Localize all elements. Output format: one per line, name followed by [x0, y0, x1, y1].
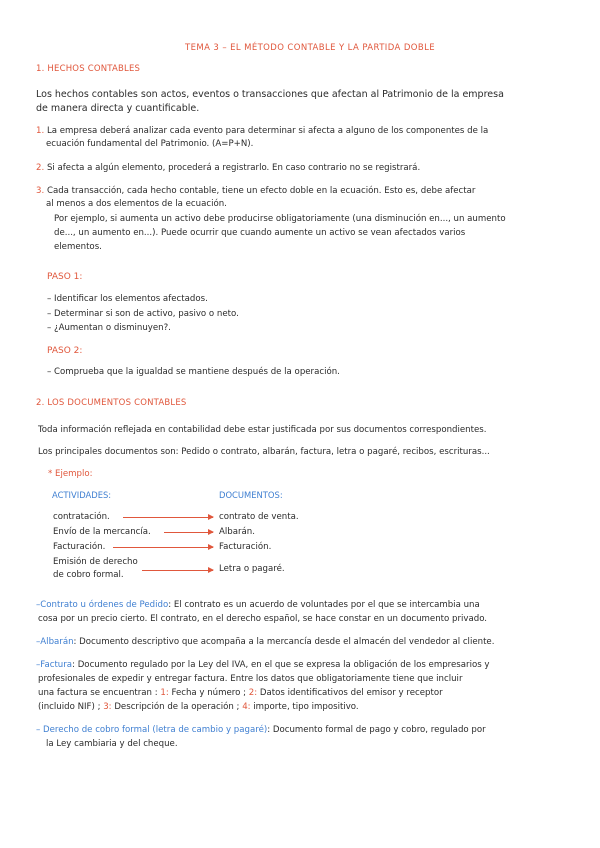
col-activities-header: ACTIVIDADES:: [52, 490, 112, 500]
contrato-term: –Contrato u órdenes de Pedido: [36, 600, 169, 610]
intro-line-2: de manera directa y cuantificable.: [36, 103, 200, 114]
item-1: [36, 126, 488, 136]
document-cell: contrato de venta.: [219, 512, 299, 522]
factura-n1: 1:: [160, 688, 169, 698]
factura-line-4b: Descripción de la operación ;: [114, 702, 240, 712]
factura-line-4c: importe, tipo impositivo.: [253, 702, 359, 712]
contrato-line-2: cosa por un precio cierto. El contrato, en el derecho español, se hace constar en un documento privado.: [38, 614, 488, 624]
contrato-line-1: : El contrato es un acuerdo de voluntades por el que se intercambia una: [168, 600, 480, 610]
derecho-paragraph: [36, 725, 486, 735]
activity-cell: Facturación.: [53, 542, 106, 552]
factura-line-3a: una factura se encuentran :: [38, 688, 158, 698]
activity-cell: Emisión de derecho: [53, 557, 138, 567]
activity-cell: Envío de la mercancía.: [53, 527, 151, 537]
paso-2-item: – Comprueba que la igualdad se mantiene después de la operación.: [47, 367, 340, 377]
albaran-line-1: : Documento descriptivo que acompaña a la mercancía desde el almacén del vendedor al cliente.: [73, 637, 495, 647]
factura-line-2: profesionales de expedir y entregar factura. Entre los datos que obligatoriamente tiene que incluir: [38, 674, 463, 684]
paso-1-item: – Identificar los elementos afectados.: [47, 294, 208, 304]
factura-n3: 3:: [103, 702, 112, 712]
paso-1-item: – ¿Aumentan o disminuyen?.: [47, 323, 171, 333]
derecho-term: – Derecho de cobro formal (letra de cambio y pagaré): [36, 725, 268, 735]
section2-line-2: Los principales documentos son: Pedido o contrato, albarán, factura, letra o pagaré, recibos, escrituras...: [38, 447, 490, 457]
item-3-number: 3.: [36, 186, 45, 196]
factura-line-1: : Documento regulado por la Ley del IVA, en el que se expresa la obligación de los empresarios y: [72, 660, 490, 670]
item-3-line-1: Cada transacción, cada hecho contable, tiene un efecto doble en la ecuación. Esto es, debe afectar: [46, 186, 476, 196]
contrato-paragraph: [36, 600, 480, 610]
arrow-icon: [123, 517, 213, 518]
factura-term: –Factura: [36, 660, 73, 670]
derecho-line-1: : Documento formal de pago y cobro, regulado por: [267, 725, 486, 735]
section-heading-hechos: 1. HECHOS CONTABLES: [36, 64, 141, 74]
item-2-line-1: Si afecta a algún elemento, procederá a registrarlo. En caso contrario no se registrará.: [46, 163, 421, 173]
arrow-icon: [113, 547, 213, 548]
col-documents-header: DOCUMENTOS:: [219, 490, 283, 500]
section2-line-1: Toda información reflejada en contabilidad debe estar justificada por sus documentos correspondientes.: [38, 425, 487, 435]
document-cell: Albarán.: [219, 527, 255, 537]
item-3-line-3: Por ejemplo, si aumenta un activo debe producirse obligatoriamente (una disminución en..., un aumento: [54, 214, 506, 224]
document-cell: Letra o pagaré.: [219, 564, 285, 574]
item-2-number: 2.: [36, 163, 45, 173]
item-3: [36, 186, 475, 196]
albaran-paragraph: [36, 637, 494, 647]
item-3-line-5: elementos.: [54, 242, 102, 252]
factura-line-3c: Datos identificativos del emisor y receptor: [259, 688, 443, 698]
albaran-term: –Albarán: [36, 637, 74, 647]
factura-n4: 4:: [242, 702, 251, 712]
paso-1-label: PASO 1:: [47, 272, 83, 282]
activity-cell: contratación.: [53, 512, 110, 522]
factura-n2: 2:: [248, 688, 258, 698]
example-label: * Ejemplo:: [48, 469, 93, 479]
item-1-number: 1.: [36, 126, 45, 136]
factura-line-3: [38, 688, 443, 698]
intro-line-1: Los hechos contables son actos, eventos o transacciones que afectan al Patrimonio de la empresa: [36, 89, 504, 100]
factura-line-3b: Fecha y número ;: [171, 688, 247, 698]
document-cell: Facturación.: [219, 542, 272, 552]
item-3-line-2: al menos a dos elementos de la ecuación.: [46, 199, 227, 209]
page-title: TEMA 3 – EL MÉTODO CONTABLE Y LA PARTIDA DOBLE: [185, 43, 435, 53]
arrow-icon: [164, 532, 213, 533]
item-1-line-1: La empresa deberá analizar cada evento para determinar si afecta a alguno de los componentes de la: [46, 126, 489, 136]
paso-1-item: – Determinar si son de activo, pasivo o neto.: [47, 309, 239, 319]
activity-cell-2: de cobro formal.: [53, 570, 124, 580]
item-1-line-2: ecuación fundamental del Patrimonio. (A=P+N).: [46, 139, 254, 149]
factura-line-4a: (incluido NIF) ;: [38, 702, 101, 712]
factura-paragraph: [36, 660, 490, 670]
item-2: [36, 163, 420, 173]
item-3-line-4: de..., un aumento en...). Puede ocurrir que cuando aumente un activo se vean afectados varios: [54, 228, 466, 238]
arrow-icon: [142, 570, 213, 571]
derecho-line-2: la Ley cambiaria y del cheque.: [46, 739, 178, 749]
factura-line-4: [38, 702, 359, 712]
section-heading-documentos: 2. LOS DOCUMENTOS CONTABLES: [36, 398, 187, 408]
paso-2-label: PASO 2:: [47, 346, 83, 356]
